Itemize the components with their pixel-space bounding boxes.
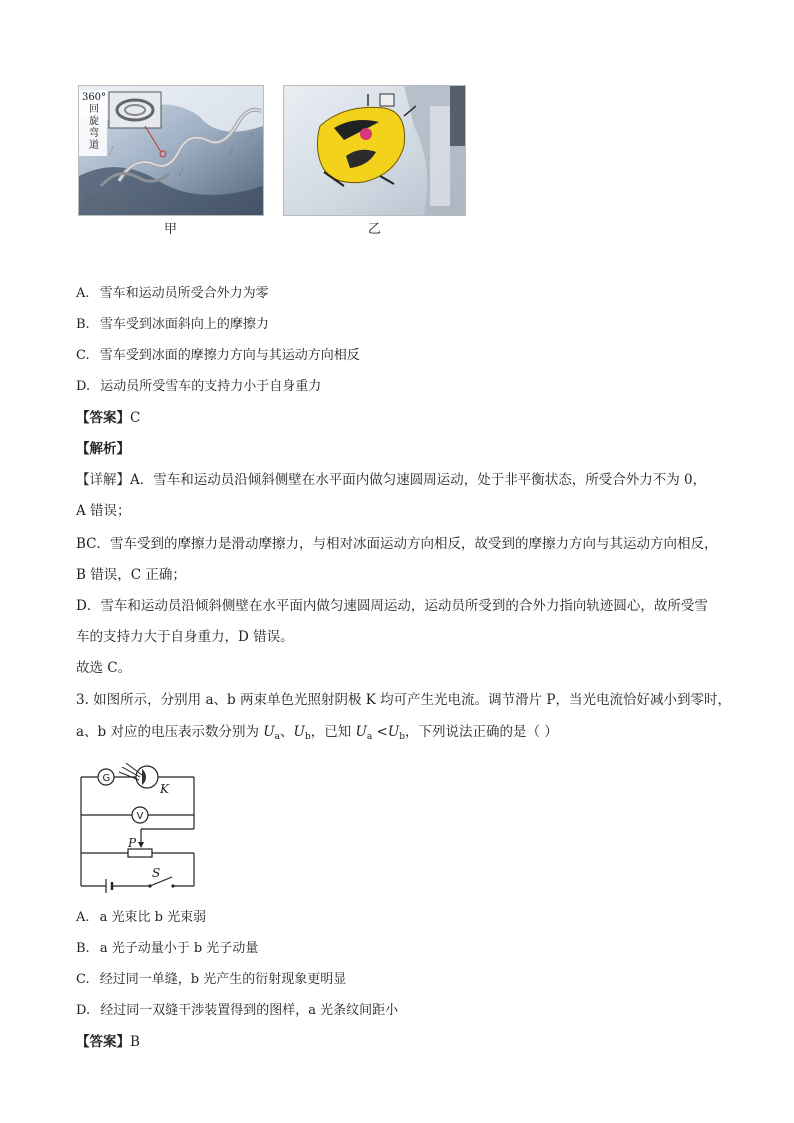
analysis-label: 【解析】 — [76, 441, 130, 457]
voltage-ua-compare: $U_a$ — [355, 724, 373, 742]
option-text: a 光束比 b 光束弱 — [99, 910, 207, 925]
less-than: < — [372, 724, 388, 740]
option-letter: A. — [76, 286, 90, 301]
voltage-ub-compare: $U_b$ — [387, 724, 406, 742]
figure-yi-caption: 乙 — [368, 222, 382, 237]
inset-label-line: 360° — [81, 92, 107, 103]
inset-label-line: 弯 — [89, 128, 99, 139]
option-text: 雪车和运动员所受合外力为零 — [99, 286, 269, 301]
q3-option-a — [76, 906, 206, 925]
slider-label: P — [128, 836, 137, 850]
q2-detail-line: 【详解】A．雪车和运动员沿倾斜侧壁在水平面内做匀速圆周运动，处于非平衡状态，所受合外力不为 0， — [76, 472, 707, 488]
inset-label — [81, 92, 107, 152]
q2-detail-line: A 错误； — [76, 503, 131, 519]
separator: 、 — [280, 724, 294, 740]
option-letter: A. — [76, 910, 90, 925]
voltmeter-label: V — [136, 811, 144, 822]
photoelectric-circuit-diagram — [76, 763, 206, 893]
figure-yi-photo — [283, 85, 466, 216]
switch-icon — [148, 884, 151, 887]
q3-answer — [76, 1030, 140, 1050]
q2-analysis-label — [76, 437, 130, 457]
option-text: 雪车受到冰面的摩擦力方向与其运动方向相反 — [99, 348, 360, 363]
q2-detail-line: 故选 C。 — [76, 660, 132, 676]
stem-text: ，下列说法正确的是（ ） — [405, 724, 558, 740]
q3-option-b — [76, 937, 258, 956]
option-text: 经过同一单缝，b 光产生的衍射现象更明显 — [99, 972, 347, 987]
switch-label: S — [152, 866, 161, 880]
q3-stem-line-2 — [76, 720, 558, 742]
option-text: a 光子动量小于 b 光子动量 — [99, 941, 259, 956]
q2-answer — [76, 406, 140, 426]
q2-detail-line: B 错误，C 正确； — [76, 567, 186, 583]
q2-detail-line: BC．雪车受到的摩擦力是滑动摩擦力，与相对冰面运动方向相反，故受到的摩擦力方向与其运动方向相反， — [76, 536, 718, 552]
q3-option-c — [76, 968, 346, 987]
q2-detail-line: 车的支持力大于自身重力，D 错误。 — [76, 629, 294, 645]
answer-value: B — [130, 1034, 140, 1050]
figure-jia-caption: 甲 — [164, 222, 178, 237]
q3-stem-line-1: 3. 如图所示，分别用 a、b 两束单色光照射阴极 K 均可产生光电流。调节滑片 P，当光电流恰好减小到零时， — [76, 692, 731, 708]
q2-option-b — [76, 313, 269, 332]
answer-label: 【答案】 — [76, 410, 130, 426]
option-letter: D. — [76, 1003, 91, 1018]
inset-label-line: 旋 — [89, 116, 99, 127]
option-letter: C. — [76, 972, 90, 987]
voltage-ua: $U_a$ — [263, 724, 281, 742]
stem-text: a、b 对应的电压表示数分别为 — [76, 724, 264, 740]
bobsled-image — [284, 86, 465, 215]
option-text: 雪车受到冰面斜向上的摩擦力 — [99, 317, 269, 332]
answer-value: C — [130, 410, 141, 426]
option-text: 经过同一双缝干涉装置得到的图样，a 光条纹间距小 — [100, 1003, 399, 1018]
q2-option-d — [76, 375, 321, 394]
galvanometer-label: G — [102, 773, 111, 784]
option-text: 运动员所受雪车的支持力小于自身重力 — [100, 379, 322, 394]
figure-jia-photo — [78, 85, 264, 216]
cathode-label: K — [160, 782, 169, 796]
option-letter: B. — [76, 941, 90, 956]
voltage-ub: $U_b$ — [293, 724, 311, 742]
q2-option-c — [76, 344, 360, 363]
q3-option-d — [76, 999, 398, 1018]
inset-label-line: 回 — [89, 104, 99, 115]
stem-text: ，已知 — [310, 724, 356, 740]
inset-label-line: 道 — [89, 140, 99, 151]
rheostat-icon — [128, 849, 152, 857]
q2-option-a — [76, 282, 269, 301]
answer-label: 【答案】 — [76, 1034, 130, 1050]
option-letter: C. — [76, 348, 90, 363]
q2-detail-line: D．雪车和运动员沿倾斜侧壁在水平面内做匀速圆周运动，运动员所受到的合外力指向轨迹圆心，故所受雪 — [76, 598, 708, 614]
option-letter: D. — [76, 379, 91, 394]
option-letter: B. — [76, 317, 90, 332]
